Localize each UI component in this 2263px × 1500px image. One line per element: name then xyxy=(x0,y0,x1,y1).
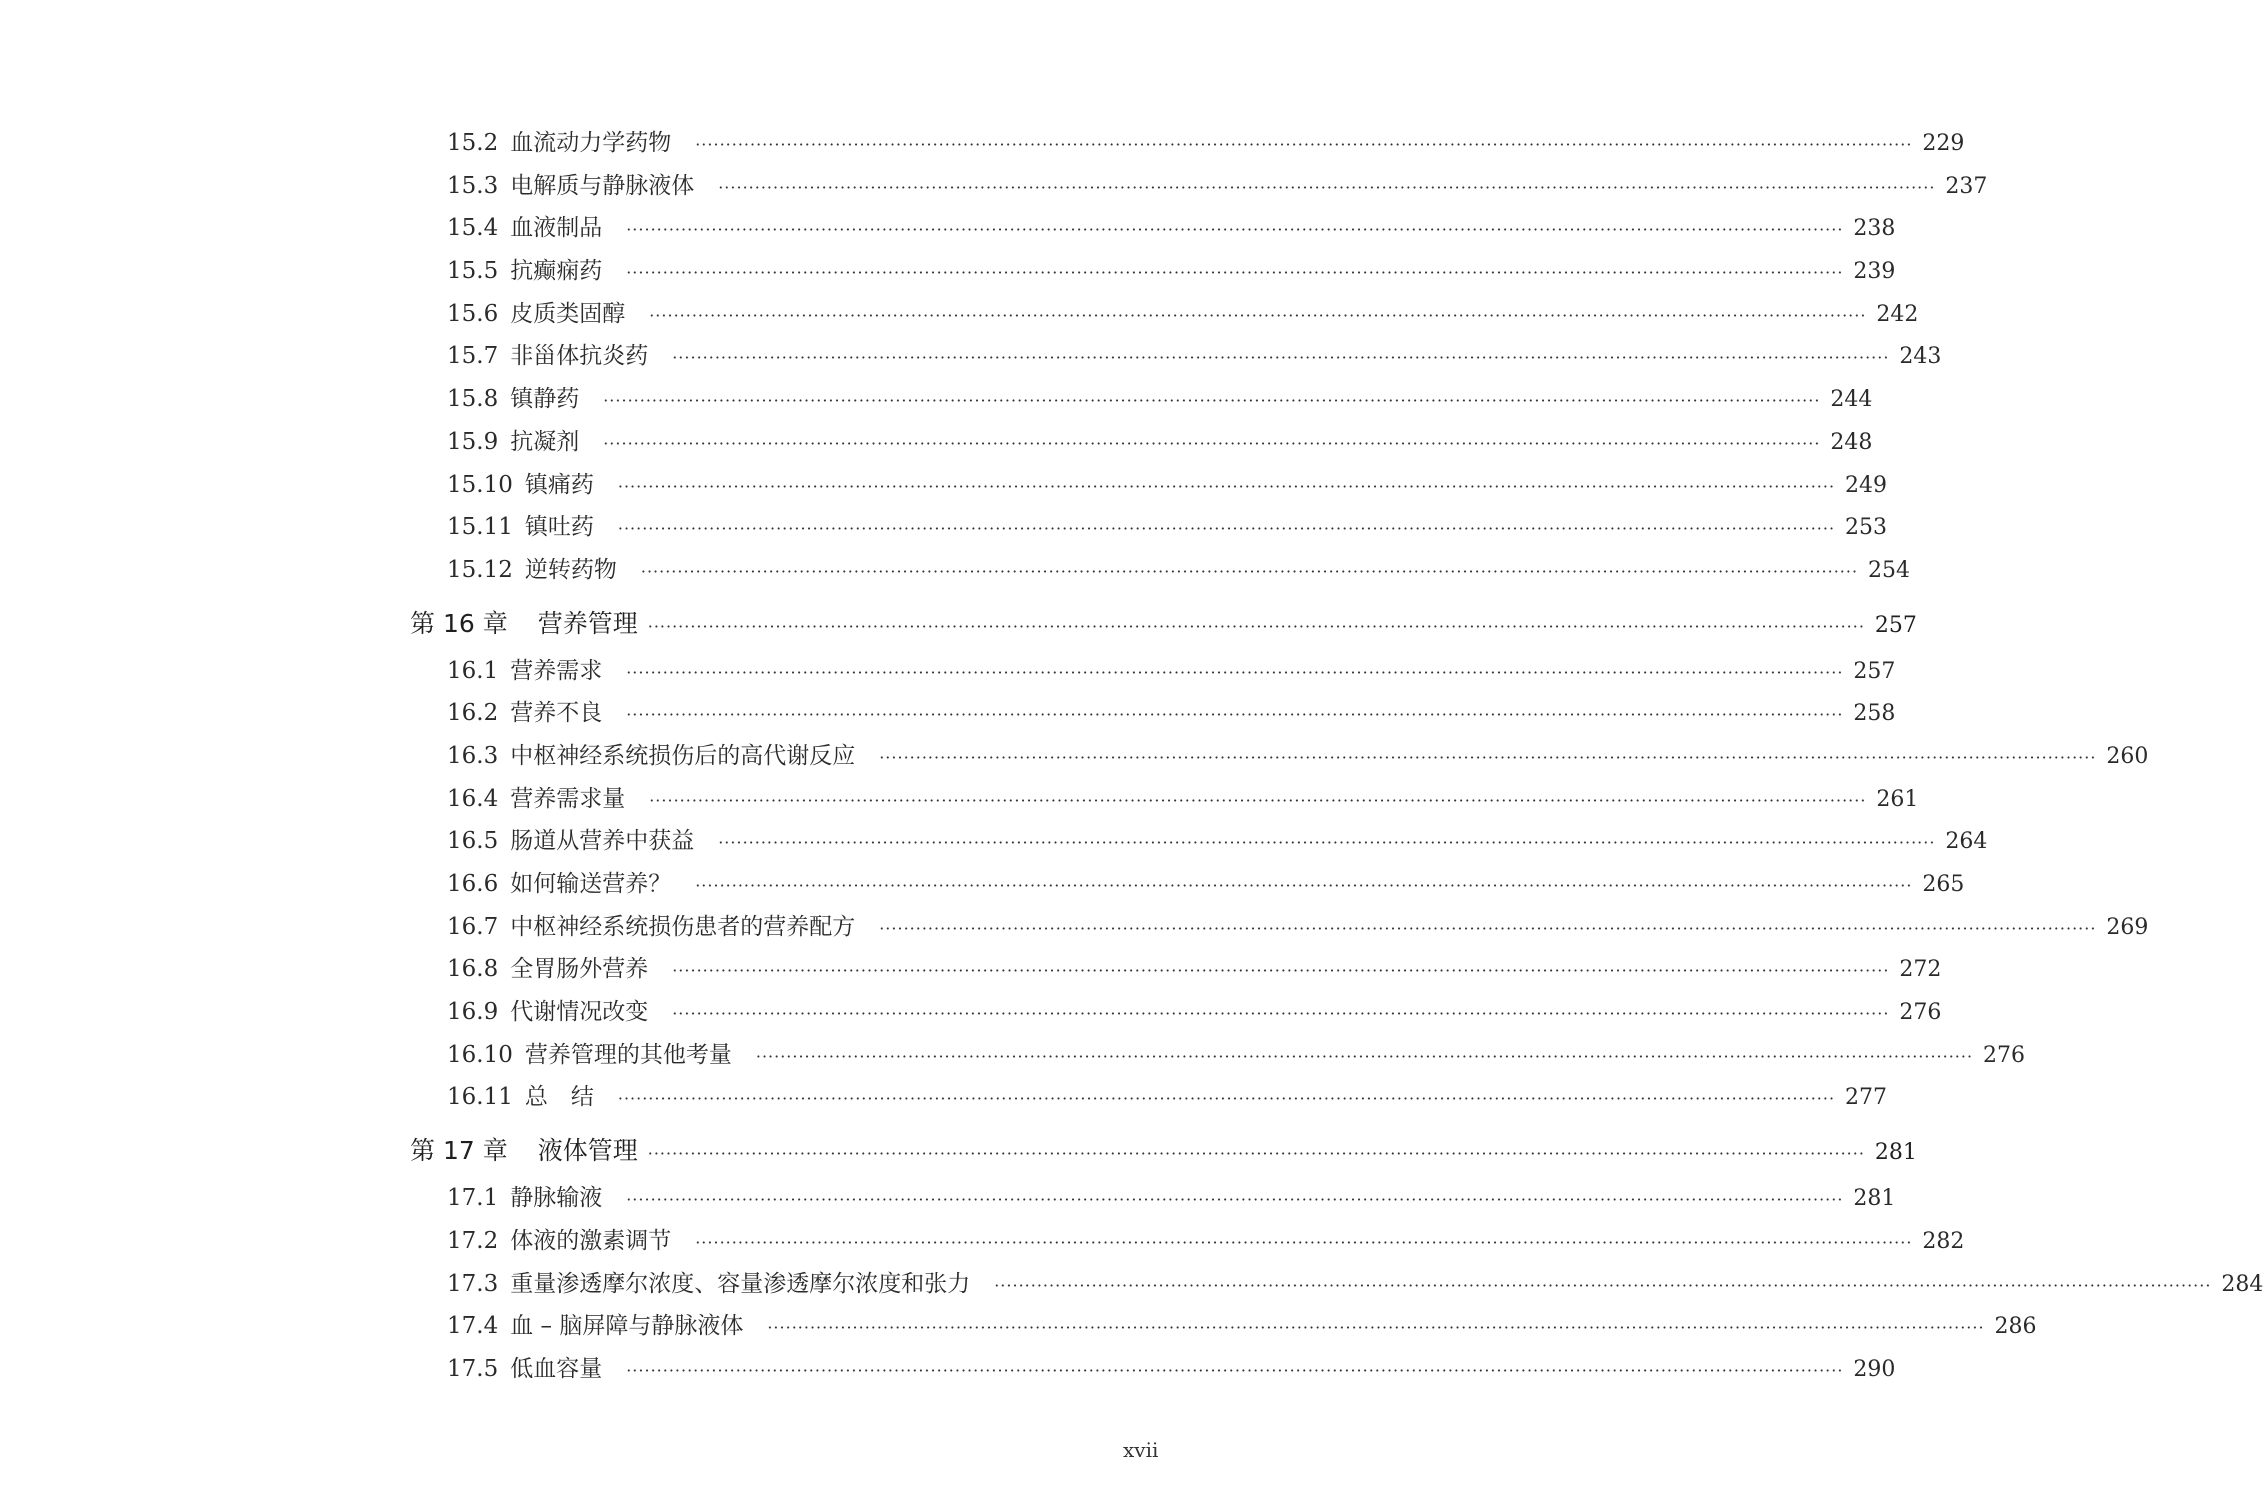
toc-section-entry[interactable] xyxy=(410,692,1896,735)
toc-entry-number: 16.4 xyxy=(447,785,499,812)
toc-entry-page: 257 xyxy=(1874,612,1917,638)
dot-leader: ········································································································································································································ xyxy=(626,220,1844,240)
toc-entry-title: 血 – 脑屏障与静脉液体 xyxy=(510,1313,744,1340)
toc-section-entry[interactable] xyxy=(410,1305,2037,1348)
toc-entry-title: 营养需求 xyxy=(510,657,603,684)
toc-entry-number: 17.4 xyxy=(447,1313,499,1340)
toc-entry-title: 营养需求量 xyxy=(510,785,626,812)
toc-entry-page: 282 xyxy=(1922,1228,1965,1254)
toc-entry-title: 镇静药 xyxy=(510,386,580,413)
toc-entry-title: 营养管理的其他考量 xyxy=(524,1041,732,1068)
toc-entry-page: 229 xyxy=(1922,131,1965,156)
toc-section-entry[interactable] xyxy=(410,948,1942,991)
toc-entry-title: 非甾体抗炎药 xyxy=(510,343,649,370)
toc-section-entry[interactable] xyxy=(410,1076,1888,1119)
dot-leader: ········································································································································································································ xyxy=(649,790,1867,810)
dot-leader: ········································································································································································································ xyxy=(879,918,2097,938)
toc-section-entry[interactable] xyxy=(410,421,1873,464)
toc-chapter-entry[interactable] xyxy=(410,1128,1917,1174)
toc-entry-page: 243 xyxy=(1899,344,1942,370)
toc-entry-number: 15.12 xyxy=(447,556,513,583)
toc-entry-title: 代谢情况改变 xyxy=(510,999,649,1026)
dot-leader: ········································································································································································································ xyxy=(617,476,1836,496)
dot-leader: ········································································································································································································ xyxy=(695,876,1913,895)
toc-section-entry[interactable] xyxy=(410,250,1896,293)
toc-entry-page: 286 xyxy=(1994,1314,2037,1340)
toc-entry-title: 抗凝剂 xyxy=(510,428,580,455)
toc-entry-title: 营养管理 xyxy=(537,608,638,638)
toc-section-entry[interactable] xyxy=(410,207,1896,250)
toc-entry-number: 16.2 xyxy=(447,700,499,727)
dot-leader: ········································································································································································································ xyxy=(672,348,1890,368)
toc-entry-number: 15.7 xyxy=(447,343,499,370)
toc-section-entry[interactable] xyxy=(410,122,1965,165)
dot-leader: ········································································································································································································ xyxy=(695,135,1913,154)
toc-entry-page: 281 xyxy=(1853,1186,1896,1212)
toc-entry-number: 17.2 xyxy=(447,1227,499,1254)
toc-section-entry[interactable] xyxy=(410,1177,1896,1220)
toc-entry-title: 低血容量 xyxy=(510,1355,603,1382)
toc-entry-page: 254 xyxy=(1868,557,1911,583)
toc-entry-title: 逆转药物 xyxy=(524,556,617,583)
dot-leader: ········································································································································································································ xyxy=(767,1318,1985,1338)
dot-leader: ········································································································································································································ xyxy=(603,433,1821,453)
dot-leader: ········································································································································································································ xyxy=(879,747,2097,767)
toc-entry-title: 中枢神经系统损伤后的高代谢反应 xyxy=(510,742,856,769)
dot-leader: ········································································································································································································ xyxy=(695,1232,1913,1252)
toc-entry-number: 15.8 xyxy=(447,386,499,413)
toc-section-entry[interactable] xyxy=(410,1263,2263,1306)
toc-entry-page: 269 xyxy=(2106,914,2149,940)
toc-entry-title: 体液的激素调节 xyxy=(510,1227,672,1254)
toc-entry-page: 260 xyxy=(2106,743,2149,769)
toc-entry-page: 242 xyxy=(1876,301,1919,327)
toc-entry-page: 281 xyxy=(1874,1140,1917,1166)
toc-section-entry[interactable] xyxy=(410,1348,1896,1391)
toc-entry-number: 15.6 xyxy=(447,300,499,327)
toc-entry-title: 镇痛药 xyxy=(524,471,594,498)
toc-entry-title: 总 结 xyxy=(524,1084,594,1111)
page-number-folio: xvii xyxy=(1123,1438,1159,1462)
toc-section-entry[interactable] xyxy=(410,1034,2026,1077)
toc-entry-page: 248 xyxy=(1830,429,1873,455)
toc-entry-number: 16.3 xyxy=(447,742,499,769)
toc-entry-number: 15.3 xyxy=(447,172,499,199)
dot-leader: ········································································································································································································ xyxy=(994,1275,2212,1295)
dot-leader: ········································································································································································································ xyxy=(672,961,1890,981)
toc-entry-page: 238 xyxy=(1853,216,1896,242)
toc-section-entry[interactable] xyxy=(410,293,1919,336)
toc-section-entry[interactable] xyxy=(410,906,2149,949)
toc-entry-title: 抗癫痫药 xyxy=(510,258,603,285)
toc-entry-page: 239 xyxy=(1853,259,1896,285)
toc-entry-number: 第 16 章 xyxy=(410,608,508,638)
toc-entry-number: 15.2 xyxy=(447,130,499,156)
toc-section-entry[interactable] xyxy=(410,335,1942,378)
toc-entry-number: 15.4 xyxy=(447,215,499,242)
toc-entry-number: 15.9 xyxy=(447,428,499,455)
toc-entry-title: 镇吐药 xyxy=(524,514,594,541)
toc-section-entry[interactable] xyxy=(410,991,1942,1034)
toc-entry-title: 中枢神经系统损伤患者的营养配方 xyxy=(510,913,856,940)
toc-section-entry[interactable] xyxy=(410,464,1888,507)
toc-section-entry[interactable] xyxy=(410,165,1988,208)
toc-section-entry[interactable] xyxy=(410,863,1965,906)
toc-entry-page: 276 xyxy=(1899,1000,1942,1026)
toc-section-entry[interactable] xyxy=(410,378,1873,421)
toc-entry-number: 15.10 xyxy=(447,471,513,498)
toc-entry-number: 16.1 xyxy=(447,657,499,684)
toc-entry-title: 皮质类固醇 xyxy=(510,300,626,327)
toc-entry-page: 258 xyxy=(1853,701,1896,727)
dot-leader: ········································································································································································································ xyxy=(640,561,1859,581)
toc-entry-number: 15.5 xyxy=(447,258,499,285)
toc-section-entry[interactable] xyxy=(410,1220,1965,1263)
toc-entry-title: 重量渗透摩尔浓度、容量渗透摩尔浓度和张力 xyxy=(510,1270,971,1297)
toc-section-entry[interactable] xyxy=(410,778,1919,821)
dot-leader: ········································································································································································································ xyxy=(626,705,1844,725)
dot-leader: ········································································································································································································ xyxy=(755,1046,1974,1066)
toc-entry-number: 16.5 xyxy=(447,828,499,855)
toc-section-entry[interactable] xyxy=(410,549,1911,592)
toc-entry-page: 277 xyxy=(1845,1085,1888,1111)
toc-entry-number: 16.7 xyxy=(447,913,499,940)
toc-entry-title: 全胃肠外营养 xyxy=(510,956,649,983)
toc-entry-number: 16.8 xyxy=(447,956,499,983)
toc-entry-page: 276 xyxy=(1983,1042,2026,1068)
toc-chapter-entry[interactable] xyxy=(410,601,1917,647)
toc-section-entry[interactable] xyxy=(410,820,1988,863)
toc-entry-page: 244 xyxy=(1830,387,1873,413)
toc-entry-page: 237 xyxy=(1945,173,1988,199)
toc-entry-number: 第 17 章 xyxy=(410,1136,508,1166)
toc-entry-number: 16.6 xyxy=(447,871,499,897)
dot-leader: ········································································································································································································ xyxy=(603,391,1821,411)
toc-entry-title: 血流动力学药物 xyxy=(510,130,672,156)
dot-leader: ········································································································································································································ xyxy=(718,833,1936,853)
toc-entry-page: 264 xyxy=(1945,829,1988,855)
toc-entry-page: 284 xyxy=(2221,1271,2263,1297)
toc-entry-title: 静脉输液 xyxy=(510,1185,603,1212)
dot-leader: ········································································································································································································ xyxy=(626,1190,1844,1210)
toc-entry-page: 261 xyxy=(1876,786,1919,812)
toc-entry-title: 营养不良 xyxy=(510,700,603,727)
toc-entry-title: 电解质与静脉液体 xyxy=(510,172,695,199)
dot-leader: ········································································································································································································ xyxy=(617,519,1836,539)
dot-leader: ········································································································································································································ xyxy=(626,263,1844,283)
toc-entry-page: 290 xyxy=(1853,1356,1896,1382)
toc-entry-page: 265 xyxy=(1922,872,1965,897)
table-of-contents xyxy=(410,122,2263,1391)
toc-entry-number: 17.1 xyxy=(447,1185,499,1212)
toc-entry-number: 17.3 xyxy=(447,1270,499,1297)
dot-leader: ········································································································································································································ xyxy=(718,177,1936,197)
toc-entry-number: 16.11 xyxy=(447,1084,513,1111)
toc-entry-number: 17.5 xyxy=(447,1355,499,1382)
dot-leader: ········································································································································································································ xyxy=(672,1004,1890,1024)
toc-entry-page: 249 xyxy=(1845,472,1888,498)
toc-entry-number: 16.9 xyxy=(447,999,499,1026)
toc-section-entry[interactable] xyxy=(410,506,1888,549)
toc-entry-title: 肠道从营养中获益 xyxy=(510,828,695,855)
toc-entry-title: 血液制品 xyxy=(510,215,603,242)
dot-leader: ········································································································································································································ xyxy=(647,616,1865,636)
toc-entry-title: 液体管理 xyxy=(537,1136,638,1166)
toc-entry-page: 257 xyxy=(1853,658,1896,684)
dot-leader: ········································································································································································································ xyxy=(626,1360,1844,1380)
toc-section-entry[interactable] xyxy=(410,735,2149,778)
dot-leader: ········································································································································································································ xyxy=(617,1089,1836,1109)
toc-entry-number: 15.11 xyxy=(447,514,513,541)
toc-entry-number: 16.10 xyxy=(447,1041,513,1068)
dot-leader: ········································································································································································································ xyxy=(626,662,1844,682)
toc-entry-page: 272 xyxy=(1899,957,1942,983)
toc-section-entry[interactable] xyxy=(410,650,1896,693)
dot-leader: ········································································································································································································ xyxy=(647,1144,1865,1164)
dot-leader: ········································································································································································································ xyxy=(649,305,1867,325)
toc-entry-page: 253 xyxy=(1845,515,1888,541)
toc-entry-title: 如何输送营养？ xyxy=(510,871,672,897)
